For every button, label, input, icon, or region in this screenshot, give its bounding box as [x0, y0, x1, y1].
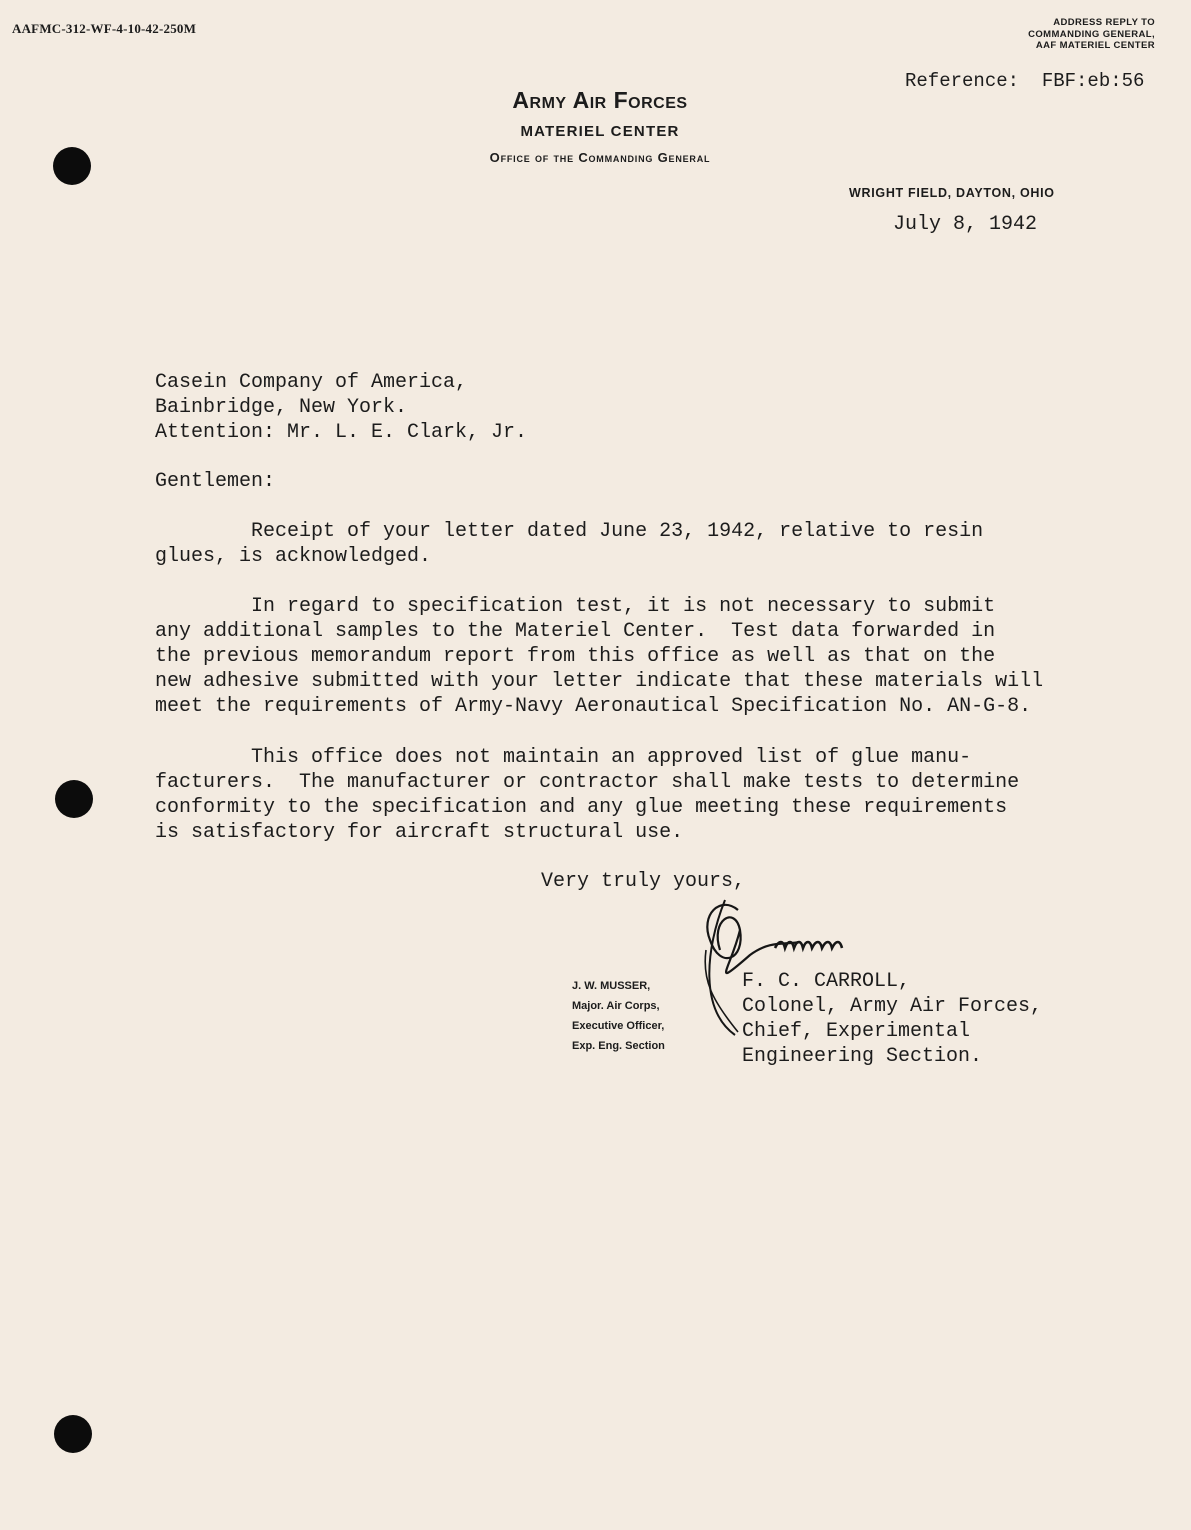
paragraph-2: [155, 594, 1043, 719]
paragraph-line: any additional samples to the Materiel Center. Test data forwarded in: [155, 620, 996, 643]
recipient-line: Bainbridge, New York.: [155, 396, 408, 419]
recipient-address: [155, 370, 527, 445]
letter-location: WRIGHT FIELD, DAYTON, OHIO: [849, 186, 1055, 200]
salutation-text: Gentlemen:: [155, 470, 276, 493]
address-reply: [1028, 17, 1155, 52]
salutation: [155, 469, 275, 494]
closing: Very truly yours,: [541, 870, 746, 893]
paragraph-line: This office does not maintain an approved list of glue manu-: [155, 746, 972, 769]
signer-small-line: Executive Officer,: [572, 1020, 665, 1032]
recipient-line: Attention: Mr. L. E. Clark, Jr.: [155, 421, 528, 444]
punch-hole: [54, 1415, 92, 1453]
signature-line: F. C. CARROLL,: [742, 970, 911, 993]
signature-line: Chief, Experimental: [742, 1020, 971, 1043]
address-reply-line: COMMANDING GENERAL,: [1028, 28, 1155, 40]
signature-block: [742, 969, 1042, 1069]
paragraph-line: new adhesive submitted with your letter indicate that these materials will: [155, 670, 1044, 693]
paragraph-line: glues, is acknowledged.: [155, 545, 432, 568]
paragraph-line: is satisfactory for aircraft structural use.: [155, 821, 684, 844]
signature-line: Colonel, Army Air Forces,: [742, 995, 1043, 1018]
letterhead-subtitle: MATERIEL CENTER: [520, 123, 680, 140]
signer-small-line: Major. Air Corps,: [572, 1000, 660, 1012]
address-reply-line: AAF MATERIEL CENTER: [1035, 40, 1155, 51]
letterhead-office: Office of the Commanding General: [489, 150, 711, 165]
paragraph-line: meet the requirements of Army-Navy Aeronautical Specification No. AN-G-8.: [155, 695, 1032, 718]
paragraph-1: [155, 519, 983, 569]
paragraph-line: the previous memorandum report from this office as well as that on the: [155, 645, 996, 668]
paragraph-3: [155, 745, 1019, 845]
letter-date: July 8, 1942: [893, 213, 1038, 236]
address-reply-line: ADDRESS REPLY TO: [1053, 17, 1155, 28]
punch-hole: [55, 780, 93, 818]
signer-small-line: Exp. Eng. Section: [572, 1040, 665, 1052]
recipient-line: Casein Company of America,: [155, 371, 468, 394]
paragraph-line: conformity to the specification and any glue meeting these requirements: [155, 796, 1008, 819]
paragraph-line: facturers. The manufacturer or contractor shall make tests to determine: [155, 771, 1020, 794]
form-number: AAFMC-312-WF-4-10-42-250M: [12, 21, 197, 36]
signature-line: Engineering Section.: [742, 1045, 983, 1068]
letterhead-title: Army Air Forces: [512, 87, 688, 113]
paragraph-line: In regard to specification test, it is not necessary to submit: [155, 595, 996, 618]
reference-line: Reference: FBF:eb:56: [905, 70, 1145, 92]
signer-small-block: [572, 976, 665, 1056]
paragraph-line: Receipt of your letter dated June 23, 1942, relative to resin: [155, 520, 984, 543]
signer-small-line: J. W. MUSSER,: [572, 980, 651, 992]
punch-hole: [53, 147, 91, 185]
